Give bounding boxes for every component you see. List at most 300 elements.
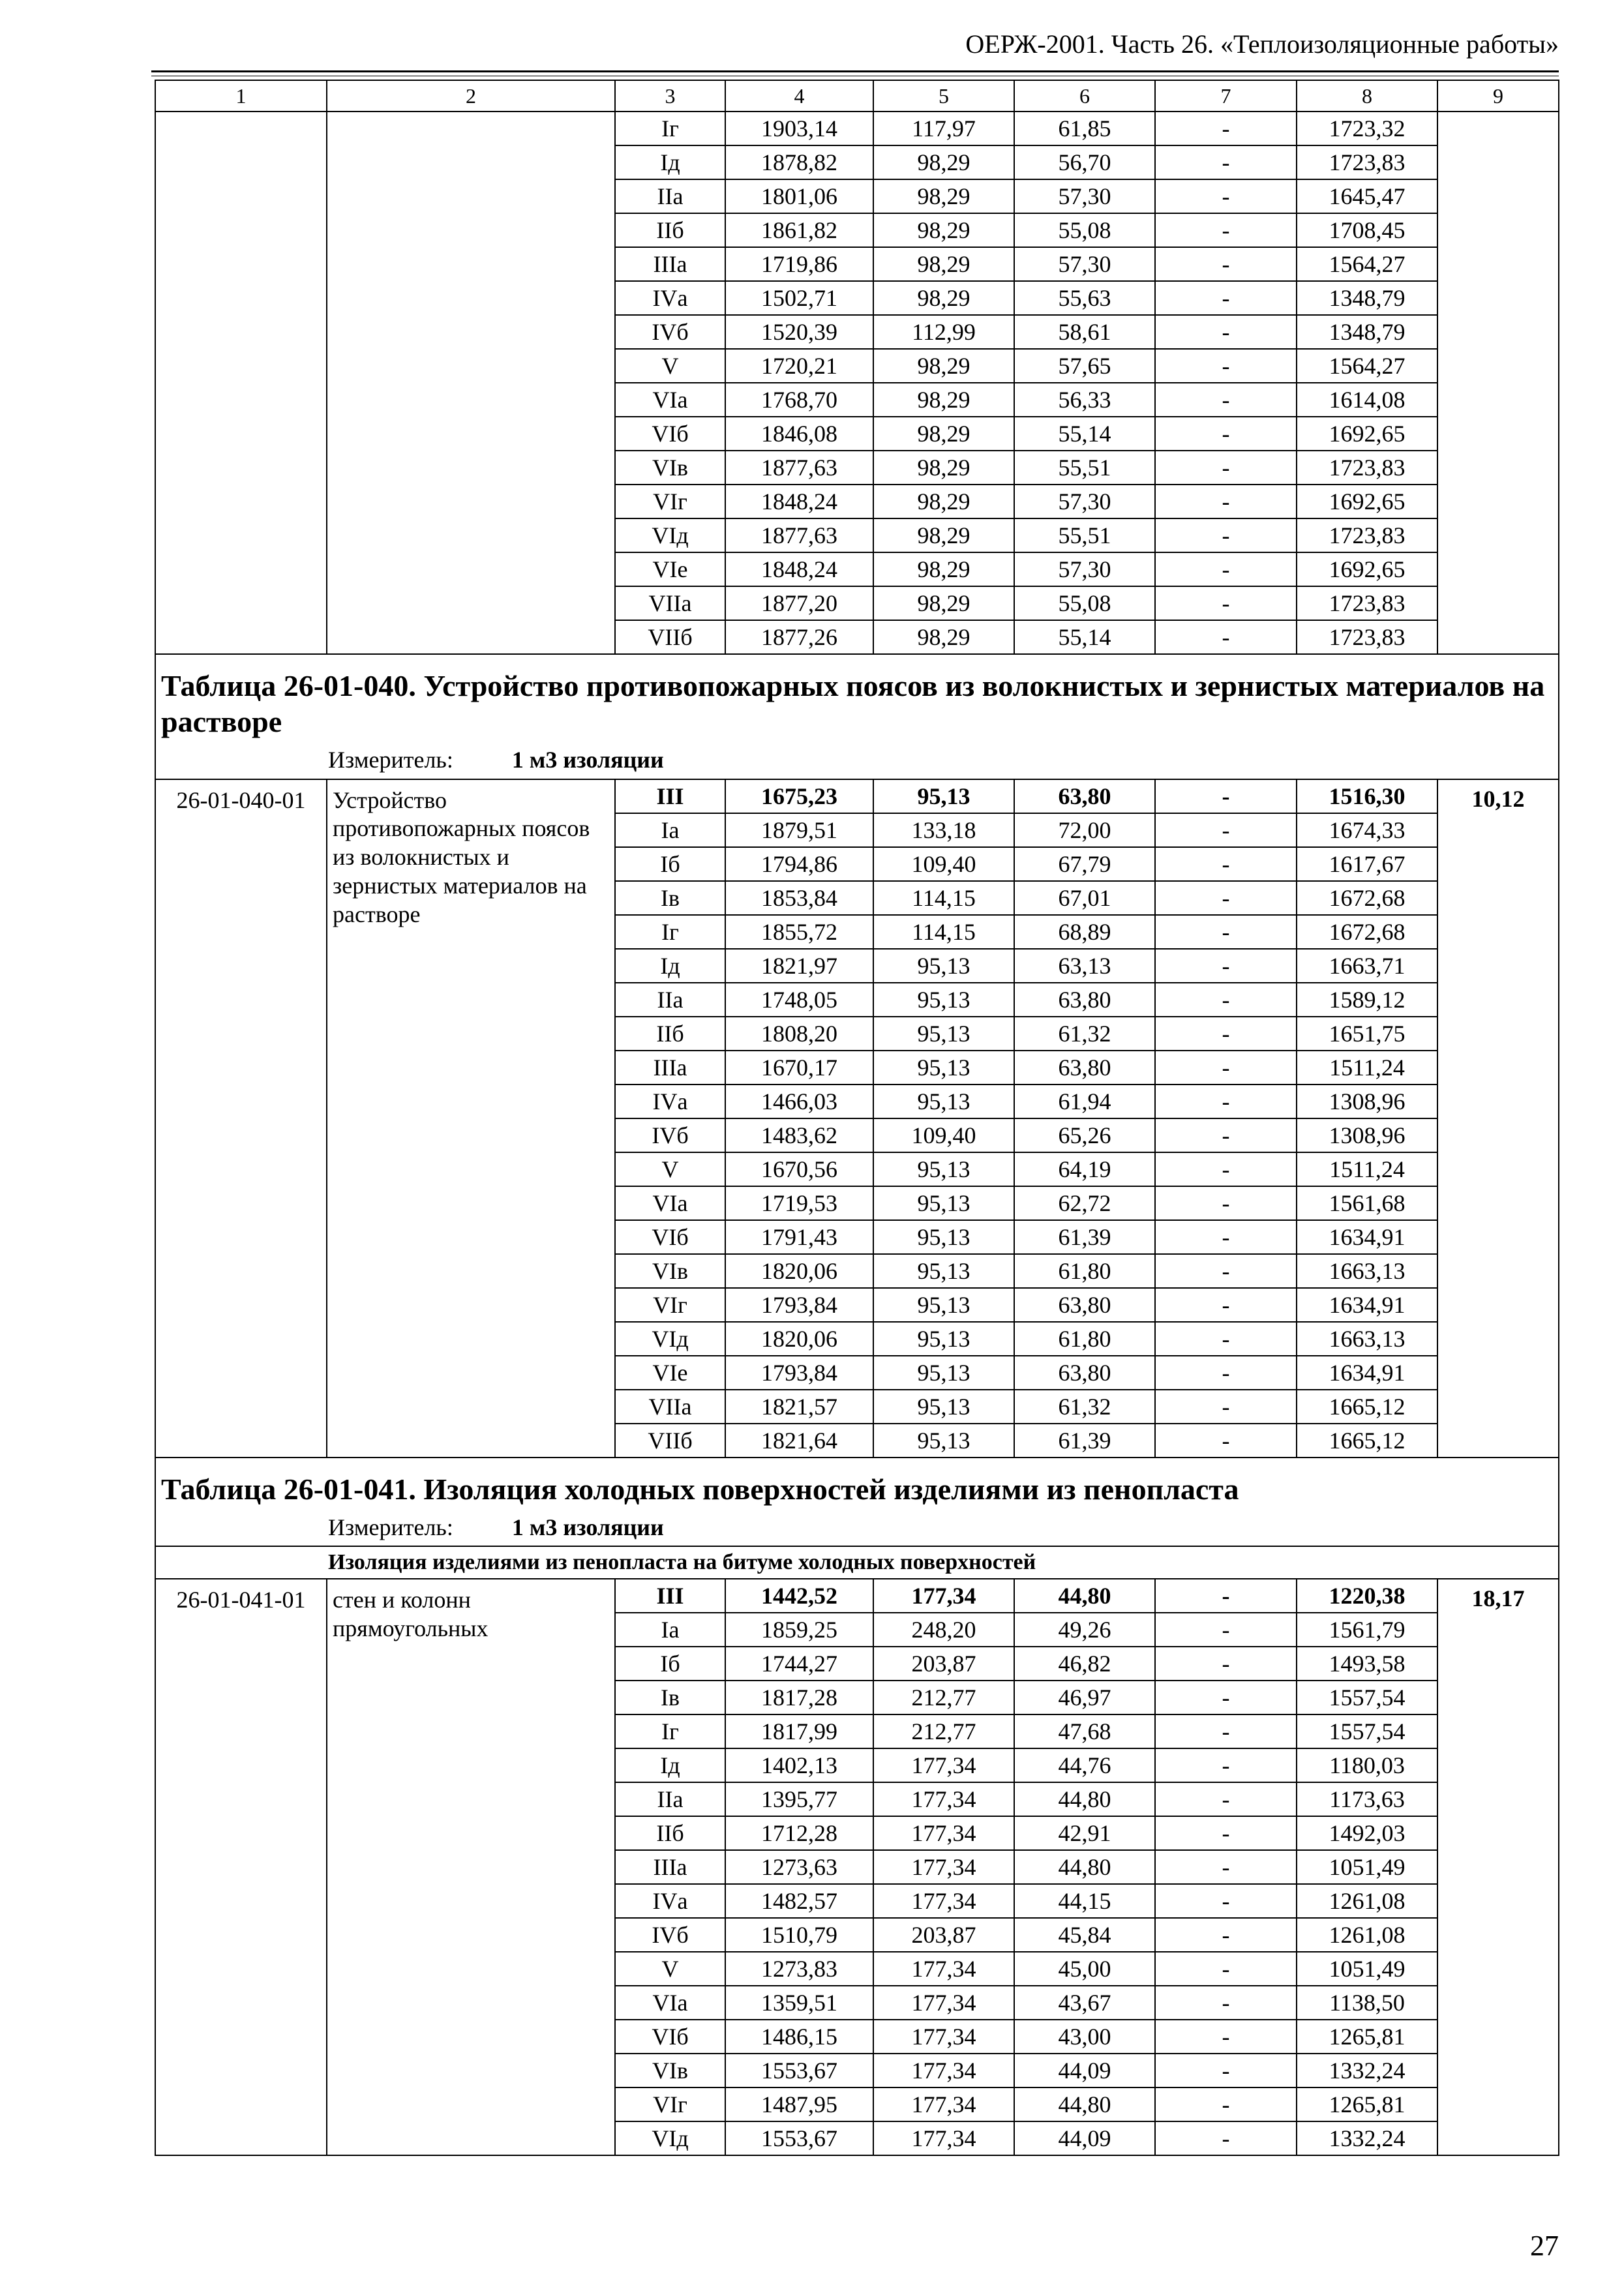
- cell-wages: 112,99: [873, 315, 1014, 349]
- cell-machinist-wages: -: [1155, 383, 1297, 417]
- cell-climate-zone: VIб: [615, 1220, 725, 1254]
- cell-climate-zone: VIв: [615, 2054, 725, 2087]
- cell-machines: 61,32: [1014, 1390, 1155, 1424]
- cell-wages: 177,34: [873, 1579, 1014, 1613]
- cell-total-cost: 1821,97: [725, 949, 873, 983]
- cell-machinist-wages: -: [1155, 1850, 1297, 1884]
- cell-climate-zone: VIв: [615, 451, 725, 485]
- cell-total-cost: 1791,43: [725, 1220, 873, 1254]
- cell-wages: 98,29: [873, 552, 1014, 586]
- cell-wages: 212,77: [873, 1714, 1014, 1748]
- cell-climate-zone: VIд: [615, 2121, 725, 2155]
- cell-materials: 1261,08: [1297, 1918, 1437, 1952]
- cell-wages: 114,15: [873, 881, 1014, 915]
- measure-label: Измеритель:: [328, 747, 453, 773]
- cell-total-cost: 1817,28: [725, 1681, 873, 1714]
- cell-climate-zone: VIе: [615, 1356, 725, 1390]
- cell-materials: 1511,24: [1297, 1051, 1437, 1085]
- cell-climate-zone: IIIа: [615, 1051, 725, 1085]
- cell-wages: 98,29: [873, 383, 1014, 417]
- cell-machinist-wages: -: [1155, 485, 1297, 518]
- cell-materials: 1308,96: [1297, 1085, 1437, 1118]
- cell-materials: 1617,67: [1297, 847, 1437, 881]
- cell-machines: 55,51: [1014, 518, 1155, 552]
- cell-machines: 44,76: [1014, 1748, 1155, 1782]
- column-number-cell: 5: [873, 80, 1014, 112]
- cell-total-cost: 1553,67: [725, 2054, 873, 2087]
- cell-total-cost: 1855,72: [725, 915, 873, 949]
- cell-wages: 95,13: [873, 1322, 1014, 1356]
- measure-line: [328, 1514, 1553, 1542]
- cell-climate-zone: Iа: [615, 1613, 725, 1647]
- cell-climate-zone: VIд: [615, 518, 725, 552]
- cell-machinist-wages: -: [1155, 281, 1297, 315]
- cell-materials: 1348,79: [1297, 315, 1437, 349]
- cell-materials: 1723,32: [1297, 112, 1437, 145]
- cell-climate-zone: IIб: [615, 1017, 725, 1051]
- cell-wages: 98,29: [873, 417, 1014, 451]
- cell-materials: 1672,68: [1297, 881, 1437, 915]
- cell-machinist-wages: -: [1155, 1714, 1297, 1748]
- cell-machines: 57,30: [1014, 485, 1155, 518]
- cell-machines: 56,70: [1014, 145, 1155, 179]
- column-number-row: [155, 80, 1559, 112]
- cell-climate-zone: IIа: [615, 1782, 725, 1816]
- cell-wages: 212,77: [873, 1681, 1014, 1714]
- cell-climate-zone: VIд: [615, 1322, 725, 1356]
- table-title: Таблица 26-01-040. Устройство противопожарных поясов из волокнистых и зернистых материалов на растворе: [161, 669, 1545, 739]
- column-number-cell: 4: [725, 80, 873, 112]
- cell-total-cost: 1395,77: [725, 1782, 873, 1816]
- cell-total-cost: 1801,06: [725, 179, 873, 213]
- cell-wages: 95,13: [873, 1288, 1014, 1322]
- cell-materials: 1723,83: [1297, 451, 1437, 485]
- cell-total-cost: 1846,08: [725, 417, 873, 451]
- cell-materials: 1308,96: [1297, 1118, 1437, 1152]
- cell-wages: 177,34: [873, 2020, 1014, 2054]
- cell-machinist-wages: -: [1155, 349, 1297, 383]
- table-title-cell: [155, 654, 1559, 779]
- cell-total-cost: 1820,06: [725, 1254, 873, 1288]
- cell-materials: 1561,68: [1297, 1186, 1437, 1220]
- cell-materials: 1672,68: [1297, 915, 1437, 949]
- cell-materials: 1220,38: [1297, 1579, 1437, 1613]
- cell-materials: 1723,83: [1297, 145, 1437, 179]
- cell-wages: 177,34: [873, 1782, 1014, 1816]
- cell-wages: 109,40: [873, 847, 1014, 881]
- cell-wages: 95,13: [873, 1152, 1014, 1186]
- cell-machines: 63,80: [1014, 983, 1155, 1017]
- cell-wages: 95,13: [873, 1085, 1014, 1118]
- cell-machinist-wages: -: [1155, 1647, 1297, 1681]
- cell-machines: 45,84: [1014, 1918, 1155, 1952]
- cell-machinist-wages: -: [1155, 1322, 1297, 1356]
- cell-materials: 1265,81: [1297, 2087, 1437, 2121]
- cell-materials: 1138,50: [1297, 1986, 1437, 2020]
- cell-climate-zone: VIа: [615, 383, 725, 417]
- cell-climate-zone: VIг: [615, 2087, 725, 2121]
- cell-machinist-wages: -: [1155, 1118, 1297, 1152]
- cell-wages: 98,29: [873, 247, 1014, 281]
- cell-climate-zone: IVб: [615, 315, 725, 349]
- cell-total-cost: 1768,70: [725, 383, 873, 417]
- cell-total-cost: 1877,63: [725, 518, 873, 552]
- cell-wages: 203,87: [873, 1647, 1014, 1681]
- cell-wages: 95,13: [873, 949, 1014, 983]
- cell-climate-zone: VIа: [615, 1186, 725, 1220]
- cell-total-cost: 1483,62: [725, 1118, 873, 1152]
- cell-wages: 133,18: [873, 813, 1014, 847]
- table-row: [155, 1579, 1559, 1613]
- cell-work-name: [327, 112, 615, 654]
- cell-climate-zone: VIIа: [615, 586, 725, 620]
- cell-machines: 63,80: [1014, 1288, 1155, 1322]
- cell-climate-zone: IVб: [615, 1118, 725, 1152]
- cell-work-name: Устройство противопожарных поясов из волокнистых и зернистых материалов на растворе: [327, 779, 615, 1458]
- cell-materials: 1564,27: [1297, 349, 1437, 383]
- measure-value: 1 м3 изоляции: [511, 747, 664, 773]
- cell-machines: 55,51: [1014, 451, 1155, 485]
- cell-machines: 61,39: [1014, 1220, 1155, 1254]
- cell-code: 26-01-040-01: [155, 779, 327, 1458]
- cell-machines: 57,30: [1014, 179, 1155, 213]
- section-heading: Изоляция изделиями из пенопласта на битуме холодных поверхностей: [155, 1546, 1559, 1579]
- cell-materials: 1348,79: [1297, 281, 1437, 315]
- header-rule-thick: [151, 70, 1559, 72]
- cell-total-cost: 1794,86: [725, 847, 873, 881]
- cell-climate-zone: VIIб: [615, 1424, 725, 1458]
- cell-machines: 44,80: [1014, 2087, 1155, 2121]
- column-number-cell: 1: [155, 80, 327, 112]
- cell-wages: 98,29: [873, 213, 1014, 247]
- cell-machines: 44,80: [1014, 1579, 1155, 1613]
- cell-climate-zone: IIб: [615, 213, 725, 247]
- cell-climate-zone: VIб: [615, 417, 725, 451]
- cell-code: 26-01-041-01: [155, 1579, 327, 2155]
- cell-machinist-wages: -: [1155, 1085, 1297, 1118]
- measure-line: [328, 746, 1553, 774]
- cell-wages: 95,13: [873, 1186, 1014, 1220]
- cell-materials: 1708,45: [1297, 213, 1437, 247]
- cell-climate-zone: III: [615, 779, 725, 813]
- cell-climate-zone: VIе: [615, 552, 725, 586]
- cell-materials: 1493,58: [1297, 1647, 1437, 1681]
- cell-machines: 67,79: [1014, 847, 1155, 881]
- cell-machinist-wages: -: [1155, 1579, 1297, 1613]
- cell-total-cost: 1877,20: [725, 586, 873, 620]
- cell-machines: 42,91: [1014, 1816, 1155, 1850]
- cell-machines: 67,01: [1014, 881, 1155, 915]
- cell-climate-zone: IVа: [615, 281, 725, 315]
- cell-machinist-wages: -: [1155, 518, 1297, 552]
- column-number-cell: 9: [1437, 80, 1559, 112]
- cell-machines: 47,68: [1014, 1714, 1155, 1748]
- cell-machinist-wages: -: [1155, 1051, 1297, 1085]
- cell-machines: 45,00: [1014, 1952, 1155, 1986]
- section-heading-row: [155, 1546, 1559, 1579]
- cell-machinist-wages: -: [1155, 213, 1297, 247]
- cell-wages: 95,13: [873, 1390, 1014, 1424]
- cell-wages: 177,34: [873, 2087, 1014, 2121]
- cell-materials: 1692,65: [1297, 552, 1437, 586]
- cell-code: [155, 112, 327, 654]
- cell-wages: 98,29: [873, 485, 1014, 518]
- cell-machines: 44,09: [1014, 2121, 1155, 2155]
- cell-wages: 95,13: [873, 1254, 1014, 1288]
- cell-machinist-wages: -: [1155, 417, 1297, 451]
- cell-machinist-wages: -: [1155, 949, 1297, 983]
- cell-materials: 1051,49: [1297, 1952, 1437, 1986]
- cell-materials: 1332,24: [1297, 2054, 1437, 2087]
- cell-climate-zone: VIг: [615, 1288, 725, 1322]
- cell-climate-zone: Iб: [615, 847, 725, 881]
- cell-materials: 1723,83: [1297, 620, 1437, 654]
- cell-machinist-wages: -: [1155, 1782, 1297, 1816]
- cell-materials: 1614,08: [1297, 383, 1437, 417]
- cell-machines: 43,00: [1014, 2020, 1155, 2054]
- cell-wages: 95,13: [873, 1051, 1014, 1085]
- cell-machines: 57,65: [1014, 349, 1155, 383]
- cell-machinist-wages: -: [1155, 112, 1297, 145]
- cell-total-cost: 1848,24: [725, 552, 873, 586]
- cell-total-cost: 1510,79: [725, 1918, 873, 1952]
- cell-machinist-wages: -: [1155, 847, 1297, 881]
- cell-wages: 98,29: [873, 586, 1014, 620]
- cell-materials: 1511,24: [1297, 1152, 1437, 1186]
- table-title-row: [155, 1458, 1559, 1546]
- cell-machinist-wages: -: [1155, 779, 1297, 813]
- cell-climate-zone: IVб: [615, 1918, 725, 1952]
- cell-climate-zone: IIа: [615, 983, 725, 1017]
- cell-climate-zone: VIIа: [615, 1390, 725, 1424]
- cell-total-cost: 1442,52: [725, 1579, 873, 1613]
- column-number-cell: 7: [1155, 80, 1297, 112]
- cell-machines: 55,08: [1014, 586, 1155, 620]
- cell-materials: 1692,65: [1297, 417, 1437, 451]
- cell-machines: 44,09: [1014, 2054, 1155, 2087]
- cell-total-cost: 1848,24: [725, 485, 873, 518]
- cell-materials: 1557,54: [1297, 1681, 1437, 1714]
- cell-wages: 98,29: [873, 281, 1014, 315]
- cell-machines: 44,80: [1014, 1850, 1155, 1884]
- cell-wages: 248,20: [873, 1613, 1014, 1647]
- cell-machines: 44,80: [1014, 1782, 1155, 1816]
- cell-climate-zone: Iд: [615, 145, 725, 179]
- cell-machines: 61,32: [1014, 1017, 1155, 1051]
- cell-wages: 109,40: [873, 1118, 1014, 1152]
- cell-machines: 68,89: [1014, 915, 1155, 949]
- cell-machines: 55,14: [1014, 417, 1155, 451]
- cell-total-cost: 1719,86: [725, 247, 873, 281]
- cell-machines: 46,97: [1014, 1681, 1155, 1714]
- cell-wages: 95,13: [873, 1220, 1014, 1254]
- cell-machinist-wages: -: [1155, 1918, 1297, 1952]
- cell-machines: 58,61: [1014, 315, 1155, 349]
- cell-machinist-wages: -: [1155, 2121, 1297, 2155]
- cell-climate-zone: Iв: [615, 1681, 725, 1714]
- cell-climate-zone: V: [615, 1952, 725, 1986]
- cell-wages: 177,34: [873, 1816, 1014, 1850]
- cell-total-cost: 1748,05: [725, 983, 873, 1017]
- cell-materials: 1723,83: [1297, 586, 1437, 620]
- cell-materials: 1651,75: [1297, 1017, 1437, 1051]
- cell-climate-zone: Iв: [615, 881, 725, 915]
- cell-machines: 63,80: [1014, 779, 1155, 813]
- column-number-cell: 2: [327, 80, 615, 112]
- cell-climate-zone: Iг: [615, 112, 725, 145]
- cell-materials: 1173,63: [1297, 1782, 1437, 1816]
- cell-climate-zone: III: [615, 1579, 725, 1613]
- cell-materials: 1665,12: [1297, 1390, 1437, 1424]
- cell-total-cost: 1821,57: [725, 1390, 873, 1424]
- cell-machinist-wages: -: [1155, 620, 1297, 654]
- cell-machines: 49,26: [1014, 1613, 1155, 1647]
- cell-machines: 61,80: [1014, 1254, 1155, 1288]
- estimate-table: [155, 80, 1559, 2156]
- cell-machinist-wages: -: [1155, 145, 1297, 179]
- cell-machinist-wages: -: [1155, 2054, 1297, 2087]
- cell-machinist-wages: -: [1155, 813, 1297, 847]
- cell-total-cost: 1853,84: [725, 881, 873, 915]
- cell-materials: 1516,30: [1297, 779, 1437, 813]
- cell-machines: 55,14: [1014, 620, 1155, 654]
- cell-labor-cost: [1437, 112, 1559, 654]
- cell-machines: 61,39: [1014, 1424, 1155, 1458]
- cell-machinist-wages: -: [1155, 586, 1297, 620]
- cell-machinist-wages: -: [1155, 179, 1297, 213]
- cell-total-cost: 1670,56: [725, 1152, 873, 1186]
- cell-materials: 1723,83: [1297, 518, 1437, 552]
- cell-total-cost: 1720,21: [725, 349, 873, 383]
- cell-labor-cost: 18,17: [1437, 1579, 1559, 2155]
- cell-machinist-wages: -: [1155, 1816, 1297, 1850]
- cell-total-cost: 1808,20: [725, 1017, 873, 1051]
- cell-total-cost: 1877,63: [725, 451, 873, 485]
- cell-wages: 177,34: [873, 1986, 1014, 2020]
- cell-materials: 1674,33: [1297, 813, 1437, 847]
- cell-total-cost: 1553,67: [725, 2121, 873, 2155]
- cell-materials: 1589,12: [1297, 983, 1437, 1017]
- table-row: [155, 112, 1559, 145]
- cell-wages: 98,29: [873, 145, 1014, 179]
- cell-wages: 114,15: [873, 915, 1014, 949]
- cell-materials: 1332,24: [1297, 2121, 1437, 2155]
- cell-materials: 1492,03: [1297, 1816, 1437, 1850]
- cell-total-cost: 1273,63: [725, 1850, 873, 1884]
- cell-wages: 203,87: [873, 1918, 1014, 1952]
- cell-materials: 1663,71: [1297, 949, 1437, 983]
- cell-climate-zone: VIIб: [615, 620, 725, 654]
- cell-wages: 95,13: [873, 1356, 1014, 1390]
- cell-machinist-wages: -: [1155, 1356, 1297, 1390]
- cell-machines: 63,13: [1014, 949, 1155, 983]
- table-title-row: [155, 654, 1559, 779]
- cell-machines: 63,80: [1014, 1051, 1155, 1085]
- cell-materials: 1692,65: [1297, 485, 1437, 518]
- cell-machines: 57,30: [1014, 247, 1155, 281]
- cell-materials: 1051,49: [1297, 1850, 1437, 1884]
- cell-materials: 1261,08: [1297, 1884, 1437, 1918]
- cell-climate-zone: VIв: [615, 1254, 725, 1288]
- cell-wages: 95,13: [873, 1424, 1014, 1458]
- cell-machinist-wages: -: [1155, 1986, 1297, 2020]
- cell-climate-zone: Iг: [615, 915, 725, 949]
- column-number-cell: 3: [615, 80, 725, 112]
- cell-machines: 61,94: [1014, 1085, 1155, 1118]
- cell-climate-zone: IVа: [615, 1085, 725, 1118]
- cell-wages: 177,34: [873, 2121, 1014, 2155]
- cell-machinist-wages: -: [1155, 1613, 1297, 1647]
- cell-total-cost: 1273,83: [725, 1952, 873, 1986]
- cell-materials: 1634,91: [1297, 1288, 1437, 1322]
- cell-machinist-wages: -: [1155, 1748, 1297, 1782]
- cell-machinist-wages: -: [1155, 1884, 1297, 1918]
- cell-wages: 98,29: [873, 349, 1014, 383]
- cell-materials: 1663,13: [1297, 1322, 1437, 1356]
- cell-machines: 62,72: [1014, 1186, 1155, 1220]
- cell-machines: 65,26: [1014, 1118, 1155, 1152]
- cell-materials: 1663,13: [1297, 1254, 1437, 1288]
- estimate-table-container: [155, 80, 1558, 2156]
- cell-materials: 1634,91: [1297, 1220, 1437, 1254]
- cell-total-cost: 1487,95: [725, 2087, 873, 2121]
- cell-climate-zone: IIIа: [615, 247, 725, 281]
- cell-machines: 57,30: [1014, 552, 1155, 586]
- cell-total-cost: 1670,17: [725, 1051, 873, 1085]
- cell-wages: 98,29: [873, 179, 1014, 213]
- cell-materials: 1645,47: [1297, 179, 1437, 213]
- cell-climate-zone: V: [615, 1152, 725, 1186]
- cell-machinist-wages: -: [1155, 1424, 1297, 1458]
- cell-machinist-wages: -: [1155, 915, 1297, 949]
- cell-machinist-wages: -: [1155, 247, 1297, 281]
- cell-wages: 177,34: [873, 1884, 1014, 1918]
- cell-machinist-wages: -: [1155, 1220, 1297, 1254]
- cell-machines: 56,33: [1014, 383, 1155, 417]
- cell-climate-zone: VIг: [615, 485, 725, 518]
- cell-materials: 1265,81: [1297, 2020, 1437, 2054]
- cell-total-cost: 1402,13: [725, 1748, 873, 1782]
- cell-machines: 46,82: [1014, 1647, 1155, 1681]
- cell-machinist-wages: -: [1155, 1186, 1297, 1220]
- cell-total-cost: 1486,15: [725, 2020, 873, 2054]
- cell-wages: 95,13: [873, 1017, 1014, 1051]
- cell-machinist-wages: -: [1155, 552, 1297, 586]
- cell-machinist-wages: -: [1155, 315, 1297, 349]
- cell-total-cost: 1793,84: [725, 1288, 873, 1322]
- table-title: Таблица 26-01-041. Изоляция холодных поверхностей изделиями из пенопласта: [161, 1472, 1239, 1506]
- cell-climate-zone: IVа: [615, 1884, 725, 1918]
- cell-machines: 63,80: [1014, 1356, 1155, 1390]
- cell-machinist-wages: -: [1155, 1288, 1297, 1322]
- cell-total-cost: 1793,84: [725, 1356, 873, 1390]
- measure-label: Измеритель:: [328, 1514, 453, 1540]
- cell-climate-zone: Iб: [615, 1647, 725, 1681]
- cell-climate-zone: IIа: [615, 179, 725, 213]
- cell-wages: 177,34: [873, 1850, 1014, 1884]
- column-number-cell: 8: [1297, 80, 1437, 112]
- cell-wages: 117,97: [873, 112, 1014, 145]
- cell-total-cost: 1712,28: [725, 1816, 873, 1850]
- cell-total-cost: 1744,27: [725, 1647, 873, 1681]
- cell-climate-zone: Iд: [615, 949, 725, 983]
- cell-machinist-wages: -: [1155, 1254, 1297, 1288]
- cell-machines: 61,80: [1014, 1322, 1155, 1356]
- cell-machinist-wages: -: [1155, 451, 1297, 485]
- cell-wages: 177,34: [873, 1748, 1014, 1782]
- page-number: 27: [1530, 2230, 1559, 2262]
- cell-machines: 64,19: [1014, 1152, 1155, 1186]
